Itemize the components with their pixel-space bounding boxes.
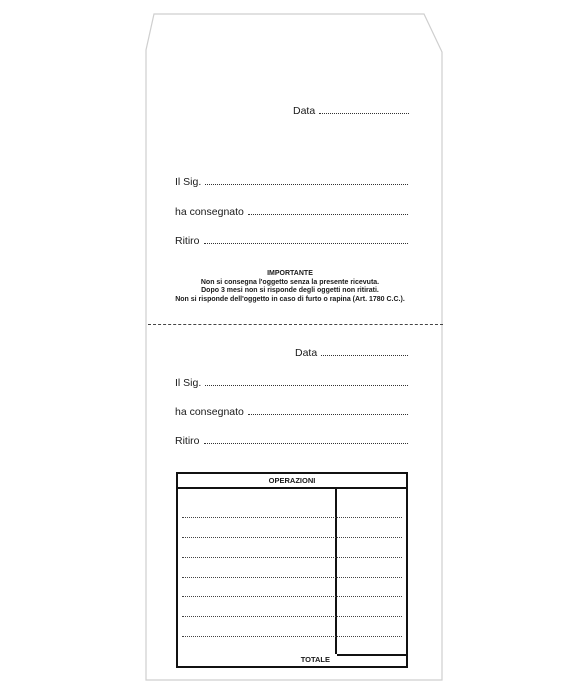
notice-line-3: Non si risponde dell'oggetto in caso di furto o rapina (Art. 1780 C.C.). bbox=[175, 295, 405, 303]
bottom-consegnato-field[interactable] bbox=[175, 406, 408, 418]
bottom-sig-field[interactable] bbox=[175, 377, 408, 389]
operations-row[interactable] bbox=[182, 537, 402, 538]
important-notice bbox=[150, 270, 430, 304]
top-ritiro-line bbox=[204, 242, 408, 244]
operations-row[interactable] bbox=[182, 596, 402, 597]
operations-header: OPERAZIONI bbox=[178, 474, 406, 489]
top-sig-line bbox=[205, 183, 408, 185]
top-consegnato-line bbox=[248, 213, 408, 215]
bottom-data-line bbox=[321, 354, 408, 356]
operations-row[interactable] bbox=[182, 517, 402, 518]
top-consegnato-field[interactable] bbox=[175, 206, 408, 218]
bottom-consegnato-line bbox=[248, 413, 408, 415]
bottom-ritiro-field[interactable] bbox=[175, 435, 408, 447]
operations-row[interactable] bbox=[182, 616, 402, 617]
bottom-consegnato-label: ha consegnato bbox=[175, 406, 244, 418]
notice-title: IMPORTANTE bbox=[267, 270, 313, 277]
notice-line-2: Dopo 3 mesi non si risponde degli oggetti non ritirati. bbox=[201, 287, 379, 294]
bottom-data-label: Data bbox=[295, 347, 318, 359]
operations-column-divider bbox=[335, 487, 337, 654]
total-value-box[interactable] bbox=[337, 654, 406, 666]
top-sig-label: Il Sig. bbox=[175, 176, 202, 188]
top-sig-field[interactable] bbox=[175, 176, 408, 188]
top-ritiro-label: Ritiro bbox=[175, 235, 200, 247]
notice-line-1: Non si consegna l'oggetto senza la presente ricevuta. bbox=[200, 278, 380, 286]
operations-row[interactable] bbox=[182, 636, 402, 637]
top-data-label: Data bbox=[293, 105, 316, 117]
top-ritiro-field[interactable] bbox=[175, 235, 408, 247]
top-data-line bbox=[319, 112, 409, 114]
operations-row[interactable] bbox=[182, 557, 402, 558]
total-label: TOTALE bbox=[300, 655, 330, 664]
bottom-sig-line bbox=[205, 384, 408, 386]
tear-off-line bbox=[148, 324, 443, 325]
bottom-ritiro-label: Ritiro bbox=[175, 435, 200, 447]
operations-row[interactable] bbox=[182, 577, 402, 578]
bottom-sig-label: Il Sig. bbox=[175, 377, 202, 389]
top-consegnato-label: ha consegnato bbox=[175, 206, 244, 218]
bottom-data-field[interactable] bbox=[295, 347, 408, 359]
top-data-field[interactable] bbox=[293, 105, 409, 117]
operations-table bbox=[176, 472, 408, 668]
bottom-ritiro-line bbox=[204, 442, 408, 444]
